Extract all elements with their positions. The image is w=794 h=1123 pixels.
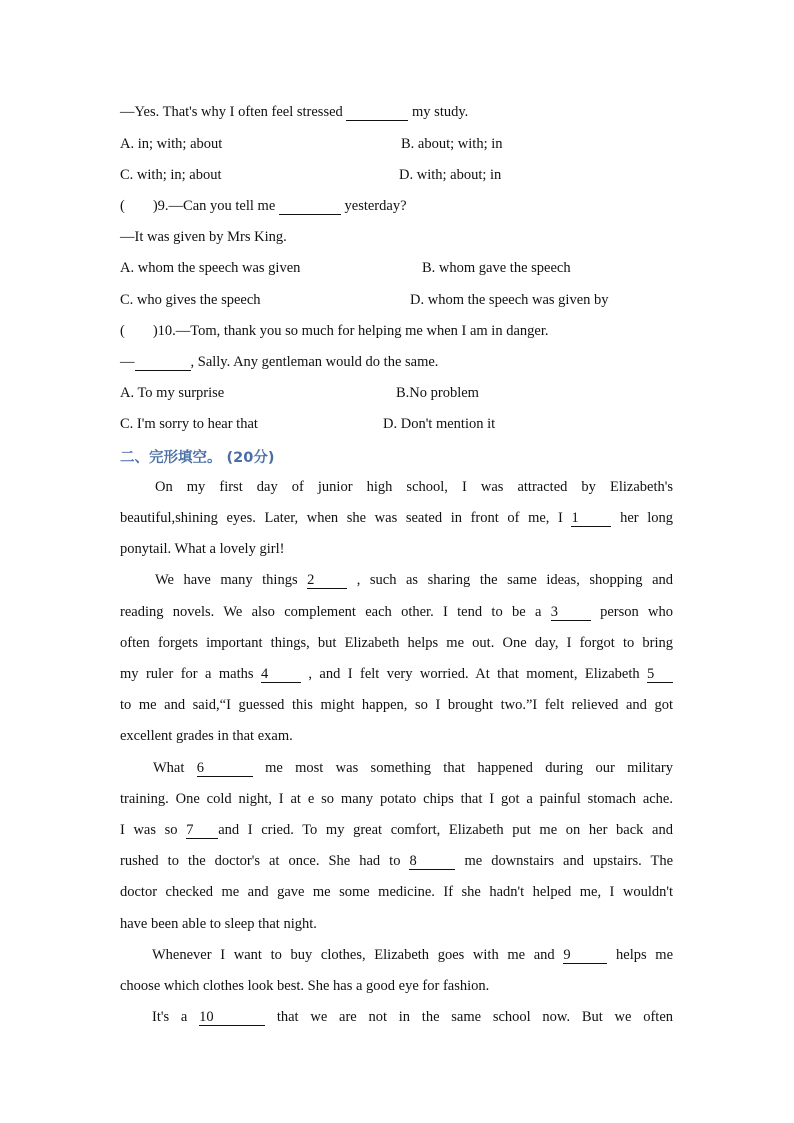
- cloze-line: beautiful,shining eyes. Later, when she was seated in front of me, I 1 her long: [120, 510, 674, 526]
- q10-prompt: ( )10.—Tom, thank you so much for helping me when I am in danger.: [120, 323, 549, 339]
- cloze-blank-10: 10: [199, 1009, 265, 1026]
- cloze-blank-5: 5: [647, 666, 673, 683]
- cloze-line: doctor checked me and gave me some medicine. If she hadn't helped me, I wouldn't: [120, 884, 673, 900]
- section-heading: 二、完形填空。 (20分): [120, 450, 275, 466]
- answer-blank: [279, 198, 341, 215]
- cloze-line: my ruler for a maths 4 , and I felt very worried. At that moment, Elizabeth 5: [120, 664, 673, 684]
- q8-option-a: A. in; with; about: [120, 136, 223, 152]
- cloze-line: have been able to sleep that night.: [120, 916, 317, 932]
- cloze-line: choose which clothes look best. She has a good eye for fashion.: [120, 978, 490, 994]
- cloze-blank-1: 1: [571, 510, 611, 527]
- cloze-line: often forgets important things, but Elizabeth helps me out. One day, I forgot to bring: [120, 635, 673, 651]
- q8-response: —Yes. That's why I often feel stressed my study.: [120, 104, 469, 120]
- q10-option-b: B.No problem: [396, 385, 479, 401]
- q9-response: —It was given by Mrs King.: [120, 229, 287, 245]
- cloze-line: It's a 10 that we are not in the same school now. But we often: [152, 1009, 674, 1025]
- q8-option-c: C. with; in; about: [120, 167, 222, 183]
- cloze-line: ponytail. What a lovely girl!: [120, 541, 285, 557]
- q8-option-b: B. about; with; in: [401, 136, 503, 152]
- cloze-line: What 6 me most was something that happened during our military: [153, 760, 674, 776]
- cloze-line: rushed to the doctor's at once. She had to 8 me downstairs and upstairs. The: [120, 853, 674, 869]
- cloze-line: to me and said,“I guessed this might happen, so I brought two.”I felt relieved and got: [120, 697, 673, 713]
- cloze-line: We have many things 2 , such as sharing the same ideas, shopping and: [155, 572, 674, 588]
- answer-blank: [135, 354, 191, 371]
- cloze-blank-8: 8: [409, 853, 455, 870]
- q10-option-a: A. To my surprise: [120, 385, 225, 401]
- cloze-blank-3: 3: [551, 604, 591, 621]
- answer-blank: [346, 104, 408, 121]
- cloze-blank-4: 4: [261, 666, 301, 683]
- q10-option-d: D. Don't mention it: [383, 416, 496, 432]
- q9-option-b: B. whom gave the speech: [422, 260, 571, 276]
- q9-option-a: A. whom the speech was given: [120, 260, 301, 276]
- cloze-blank-6: 6: [197, 760, 253, 777]
- q10-response: — , Sally. Any gentleman would do the same.: [120, 354, 439, 370]
- cloze-line: I was so 7 and I cried. To my great comfort, Elizabeth put me on her back and: [120, 822, 673, 838]
- cloze-line: reading novels. We also complement each other. I tend to be a 3 person who: [120, 604, 673, 620]
- cloze-line: training. One cold night, I at e so many potato chips that I got a painful stomach ache.: [120, 791, 673, 807]
- cloze-line: Whenever I want to buy clothes, Elizabeth goes with me and 9 helps me: [152, 947, 674, 963]
- q8-option-d: D. with; about; in: [399, 167, 502, 183]
- cloze-line: On my first day of junior high school, I was attracted by Elizabeth's: [155, 479, 673, 495]
- q9-option-c: C. who gives the speech: [120, 292, 261, 308]
- q9-option-d: D. whom the speech was given by: [410, 292, 609, 308]
- cloze-blank-9: 9: [563, 947, 607, 964]
- q9-prompt: ( )9.—Can you tell me yesterday?: [120, 198, 407, 214]
- cloze-blank-2: 2: [307, 572, 347, 589]
- cloze-blank-7: 7: [186, 822, 218, 839]
- q10-option-c: C. I'm sorry to hear that: [120, 416, 258, 432]
- cloze-line: excellent grades in that exam.: [120, 728, 293, 744]
